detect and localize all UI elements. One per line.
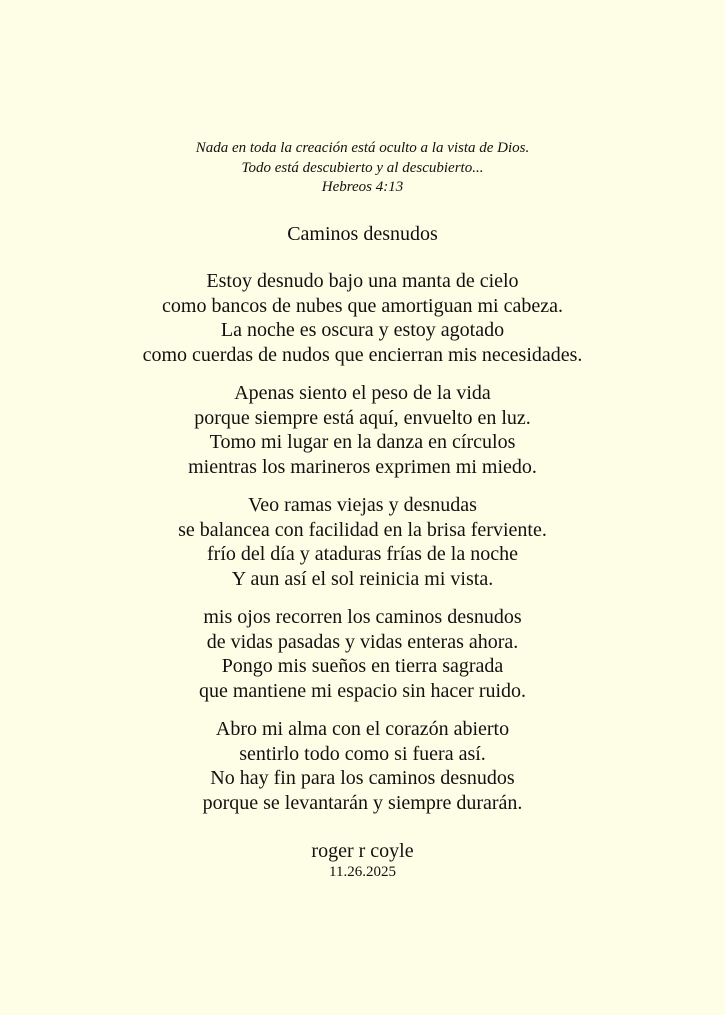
poem-line: No hay fin para los caminos desnudos xyxy=(210,767,515,789)
poem-line: como cuerdas de nudos que encierran mis necesidades. xyxy=(142,343,583,366)
poem-line: Tomo mi lugar en la danza en círculos xyxy=(209,431,516,453)
poem-line: porque siempre está aquí, envuelto en luz. xyxy=(194,406,531,429)
poem-line: Veo ramas viejas y desnudas xyxy=(248,494,477,516)
poem-title: Caminos desnudos xyxy=(287,223,438,245)
poem-line: Apenas siento el peso de la vida xyxy=(234,382,491,404)
poem-line: se balancea con facilidad en la brisa ferviente. xyxy=(178,518,547,541)
author-name: roger r coyle xyxy=(311,840,414,862)
poem-line: La noche es oscura y estoy agotado xyxy=(220,319,505,341)
epigraph xyxy=(0,139,725,198)
stanza-5 xyxy=(0,717,725,815)
poem-line: Estoy desnudo bajo una manta de cielo xyxy=(206,270,519,292)
stanza-4 xyxy=(0,605,725,703)
poem-line: sentirlo todo como si fuera así. xyxy=(239,742,486,765)
poem-line: Pongo mis sueños en tierra sagrada xyxy=(221,655,504,677)
poem-line: que mantiene mi espacio sin hacer ruido. xyxy=(198,679,527,702)
poem-line: de vidas pasadas y vidas enteras ahora. xyxy=(206,630,519,653)
poem-line: porque se levantarán y siempre durarán. xyxy=(202,791,523,814)
poem-line: mientras los marineros exprimen mi miedo. xyxy=(188,455,537,478)
stanza-3 xyxy=(0,493,725,591)
poem-line: Y aun así el sol reinicia mi vista. xyxy=(231,567,494,590)
poem-line: mis ojos recorren los caminos desnudos xyxy=(203,606,522,628)
epigraph-line: Todo está descubierto y al descubierto... xyxy=(241,159,484,176)
stanza-2 xyxy=(0,381,725,479)
poem-line: frío del día y ataduras frías de la noche xyxy=(207,543,518,565)
epigraph-line: Nada en toda la creación está oculto a la vista de Dios. xyxy=(195,140,530,156)
poem-line: Abro mi alma con el corazón abierto xyxy=(215,718,510,740)
poem-date: 11.26.2025 xyxy=(329,864,396,880)
poem-line: como bancos de nubes que amortiguan mi cabeza. xyxy=(162,294,563,317)
stanza-1 xyxy=(0,269,725,367)
epigraph-citation: Hebreos 4:13 xyxy=(321,179,404,195)
poem-body xyxy=(0,269,725,829)
